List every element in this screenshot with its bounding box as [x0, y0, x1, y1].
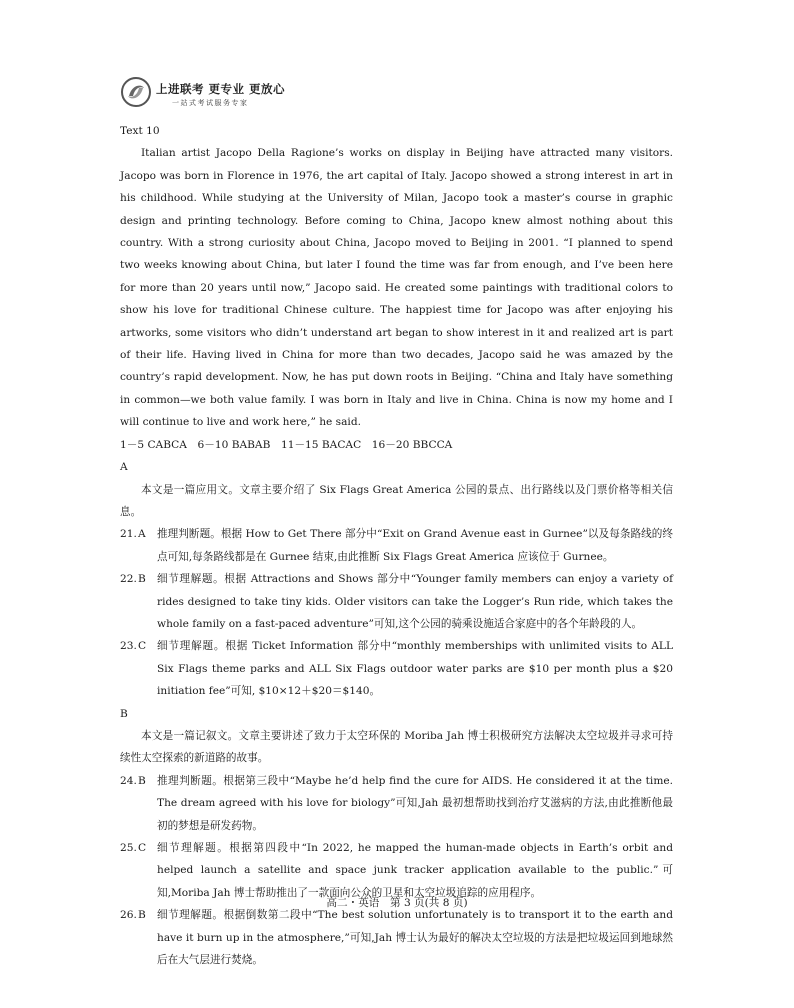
item-explanation: 细节理解题。根据 Ticket Information 部分中“monthly memberships with unlimited visits to ALL Six Flags theme parks and ALL Six Flags outdoor water parks are $10 per month plus a $20 initiation fee”可知, $10×12＋$20＝$140。 [157, 640, 673, 698]
explanation-item [120, 635, 673, 702]
passage-text-10: Italian artist Jacopo Della Ragione’s works on display in Beijing have attracted many visitors. Jacopo was born in Florence in 1976, the art capital of Italy. Jacopo showed a strong interest in art in his childhood. While studying at the University of Milan, Jacopo took a master’s course in graphic design and printing technology. Before coming to China, Jacopo knew almost nothing about this country. With a strong curiosity about China, Jacopo moved to Beijing in 2001. “I planned to spend two weeks knowing about China, but later I found the time was far from enough, and I’ve been here for more than 20 years until now,” Jacopo said. He created some paintings with traditional colors to show his love for traditional Chinese culture. The happiest time for Jacopo was after enjoying his artworks, some visitors who didn’t understand art began to show interest in it and realized art is part of their life. Having lived in China for more than two decades, Jacopo said he was amazed by the country’s rapid development. Now, he has put down roots in Beijing. “China and Italy have something in common—we both value family. I was born in Italy and live in China. China is now my home and I will continue to live and work here,” he said. [120, 147, 673, 429]
item-answer: B [138, 909, 146, 922]
brand-slogan: 上进联考 更专业 更放心 [156, 82, 286, 96]
item-answer: B [138, 573, 146, 586]
item-number: 24. [120, 774, 137, 787]
brand-tagline: 一站式考试服务专家 [172, 99, 249, 107]
item-answer: A [138, 528, 146, 541]
item-answer: C [138, 842, 147, 854]
answer-key-content [120, 120, 673, 971]
section-a-summary: 本文是一篇应用文。文章主要介绍了 Six Flags Great America 公园的景点、出行路线以及门票价格等相关信息。 [120, 483, 673, 518]
item-explanation: 细节理解题。根据 Attractions and Shows 部分中“Younger family members can enjoy a variety of rides designed to take tiny kids. Older visitors can take the Logger’s Run ride, which takes the whole family on a fast-paced adventure”可知,这个公园的骑乘设施适合家庭中的各个年龄段的人。 [157, 573, 673, 630]
brand-logo-icon [120, 76, 152, 108]
page-footer: 高二・英语 第 3 页(共 8 页) [326, 897, 468, 909]
explanation-item [120, 523, 673, 568]
answer-key-line: 1－5 CABCA 6－10 BABAB 11－15 BACAC 16－20 BBCCA [120, 438, 453, 451]
section-a-heading: A [120, 461, 128, 474]
section-b-heading: B [120, 707, 128, 720]
item-number: 26. [120, 909, 137, 922]
item-explanation: 推理判断题。根据第三段中“Maybe he’d help find the cure for AIDS. He considered it at the time. The dream agreed with his love for biology”可知,Jah 最初想帮助找到治疗艾滋病的方法,由此推断他最初的梦想是研发药物。 [157, 774, 673, 832]
explanation-item [120, 904, 673, 971]
item-number: 25. [120, 842, 137, 854]
item-explanation: 推理判断题。根据 How to Get There 部分中“Exit on Grand Avenue east in Gurnee”以及每条路线的终点可知,每条路线都是在 Gurnee 结束,由此推断 Six Flags Great America 应该位于 Gurnee。 [157, 528, 673, 563]
item-answer: C [138, 640, 147, 653]
section-b-summary: 本文是一篇记叙文。文章主要讲述了致力于太空环保的 Moriba Jah 博士积极研究方法解决太空垃圾并寻求可持续性太空探索的新道路的故事。 [120, 729, 673, 765]
item-explanation: 细节理解题。根据倒数第二段中“The best solution unfortunately is to transport it to the earth and have it burn up in the atmosphere,”可知,Jah 博士认为最好的解决太空垃圾的方法是把垃圾运回到地球然后在大气层进行焚烧。 [157, 909, 673, 967]
explanation-item [120, 568, 673, 635]
item-number: 23. [120, 640, 137, 653]
text-label: Text 10 [120, 125, 160, 137]
item-number: 22. [120, 573, 137, 586]
item-number: 21. [120, 528, 137, 541]
item-answer: B [138, 774, 146, 787]
item-explanation: 细节理解题。根据第四段中“In 2022, he mapped the human-made objects in Earth’s orbit and helped launch a satellite and space junk tracker application available to the public.”可知,Moriba Jah 博士帮助推出了一款面向公众的卫星和太空垃圾追踪的应用程序。 [157, 842, 673, 899]
explanation-item [120, 770, 673, 837]
